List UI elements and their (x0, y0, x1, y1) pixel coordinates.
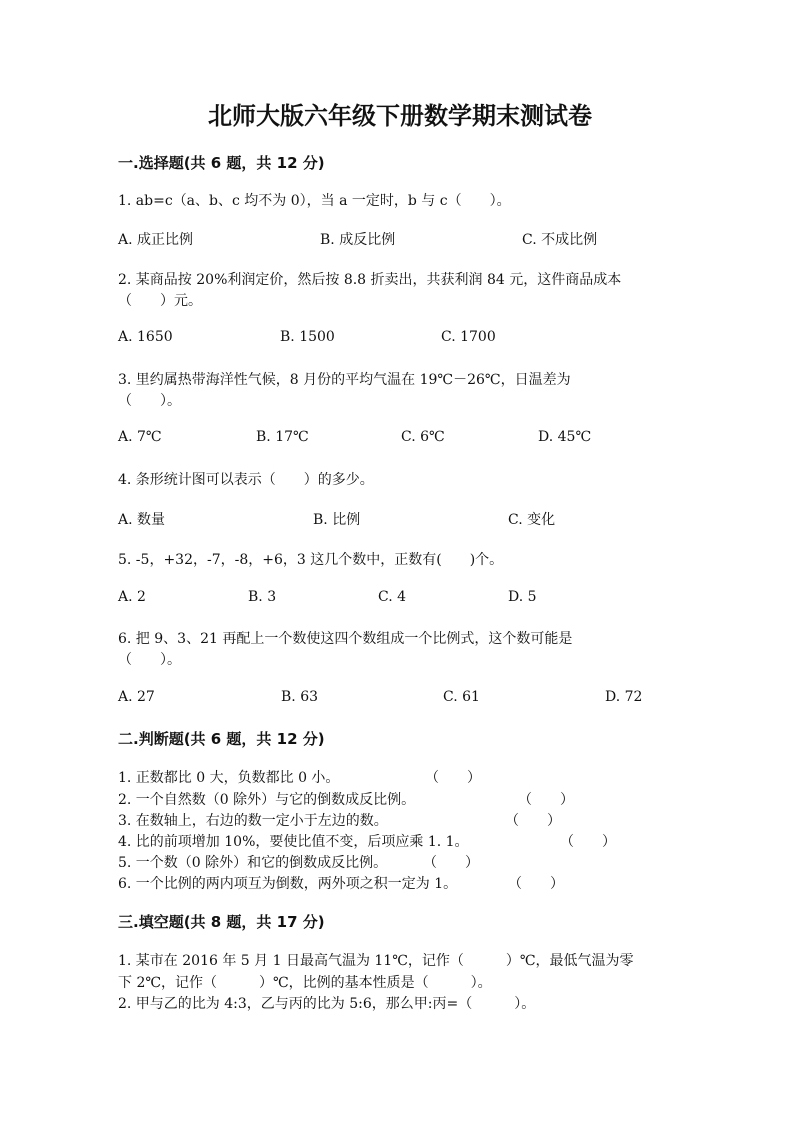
option: B. 成反比例 (320, 232, 396, 248)
option: A. 27 (118, 689, 155, 705)
option: B. 3 (248, 589, 277, 605)
option: C. 6℃ (401, 429, 445, 445)
option: C. 不成比例 (522, 232, 598, 248)
judge-blank: （ ） (560, 834, 616, 850)
option: A. 1650 (118, 329, 173, 345)
option: D. 45℃ (538, 429, 592, 445)
option: A. 2 (118, 589, 146, 605)
question-stem-cont: （ ）元。 (118, 293, 202, 309)
judge-item: 6. 一个比例的两内项互为倒数，两外项之积一定为 1。 (118, 876, 458, 892)
options-row (118, 589, 718, 609)
judge-blank: （ ） (505, 813, 561, 829)
fill-item-cont: 下 2℃，记作（ ）℃，比例的基本性质是（ ）。 (118, 975, 492, 991)
question-stem: 6. 把 9、3、21 再配上一个数使这四个数组成一个比例式，这个数可能是 (118, 631, 573, 647)
option: C. 4 (378, 589, 407, 605)
section-heading-judge: 二.判断题(共 6 题，共 12 分) (118, 730, 325, 748)
question-stem: 5. -5，+32，-7，-8，+6，3 这几个数中，正数有( )个。 (118, 552, 504, 568)
option: C. 61 (443, 689, 480, 705)
question-stem-cont: （ ）。 (118, 393, 181, 409)
options-row (118, 689, 718, 709)
section-heading-fill: 三.填空题(共 8 题，共 17 分) (118, 913, 325, 931)
question-stem: 4. 条形统计图可以表示（ ）的多少。 (118, 472, 374, 488)
page-title: 北师大版六年级下册数学期末测试卷 (208, 102, 592, 130)
option: C. 变化 (508, 512, 556, 528)
option: C. 1700 (441, 329, 496, 345)
judge-item: 1. 正数都比 0 大，负数都比 0 小。 (118, 770, 340, 786)
judge-blank: （ ） (423, 855, 479, 871)
option: D. 72 (605, 689, 643, 705)
options-row (118, 229, 718, 249)
question-stem: 3. 里约属热带海洋性气候，8 月份的平均气温在 19℃－26℃，日温差为 (118, 372, 571, 388)
question-stem-cont: （ ）。 (118, 652, 181, 668)
judge-item: 2. 一个自然数（0 除外）与它的倒数成反比例。 (118, 792, 416, 808)
option: B. 63 (281, 689, 319, 705)
options-row (118, 329, 718, 349)
judge-blank: （ ） (508, 876, 564, 892)
option: A. 数量 (118, 512, 166, 528)
judge-item: 4. 比的前项增加 10%，要使比值不变，后项应乘 1. 1。 (118, 834, 469, 850)
option: A. 7℃ (118, 429, 162, 445)
judge-item: 3. 在数轴上，右边的数一定小于左边的数。 (118, 813, 388, 829)
judge-blank: （ ） (425, 770, 481, 786)
judge-blank: （ ） (518, 792, 574, 808)
option: B. 17℃ (256, 429, 309, 445)
option: B. 1500 (280, 329, 335, 345)
options-row (118, 429, 718, 449)
question-stem: 2. 某商品按 20%利润定价，然后按 8.8 折卖出，共获利润 84 元，这件商品成本 (118, 272, 622, 288)
question-stem: 1. ab=c（a、b、c 均不为 0），当 a 一定时，b 与 c（ ）。 (118, 193, 511, 209)
fill-item: 2. 甲与乙的比为 4:3，乙与丙的比为 5:6，那么甲:丙=（ ）。 (118, 996, 536, 1012)
fill-item: 1. 某市在 2016 年 5 月 1 日最高气温为 11℃，记作（ ）℃，最低气温为零 (118, 953, 634, 969)
option: D. 5 (508, 589, 537, 605)
options-row (118, 509, 718, 529)
section-heading-choice: 一.选择题(共 6 题，共 12 分) (118, 154, 325, 172)
judge-item: 5. 一个数（0 除外）和它的倒数成反比例。 (118, 855, 388, 871)
option: A. 成正比例 (118, 232, 194, 248)
option: B. 比例 (313, 512, 361, 528)
